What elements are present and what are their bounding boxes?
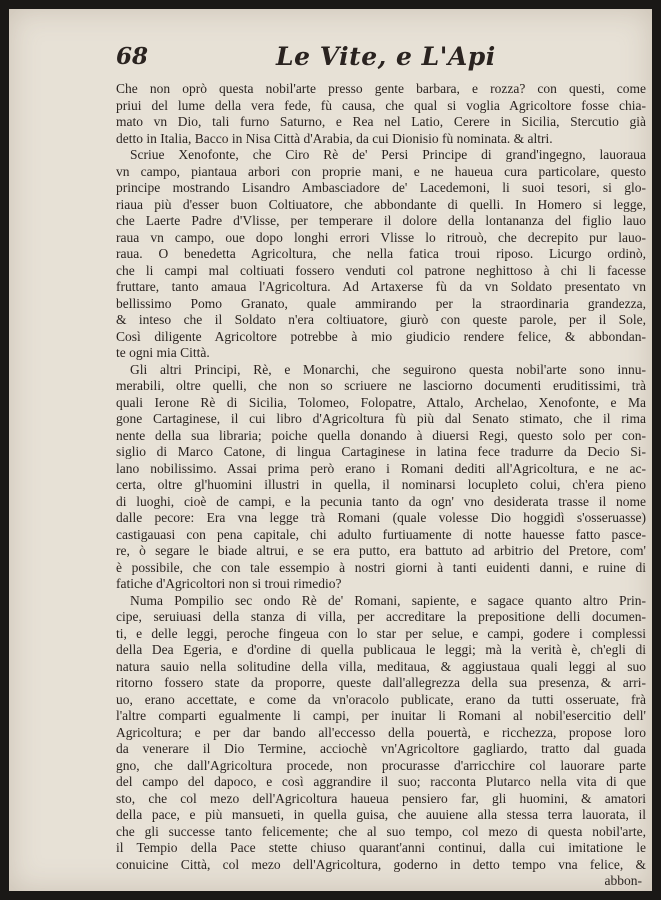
text-line: Gli altri Principi, Rè, e Monarchi, che seguirono questa nobil'arte sono innu- — [130, 361, 646, 377]
text-line: della Dea Egeria, e d'ordine di quella publicaua le leggi; mà la verità è, ch'egli di — [116, 642, 646, 657]
text-line: che Laerte Padre d'Vlisse, per temperare il dolore della lontananza del figlio lauo — [116, 213, 646, 228]
text-line: sto, che col mezo dell'Agricoltura haueua pensiero far, gli huomini, & amatori — [116, 790, 646, 806]
text-line: è possibile, che con tale essempio à nostri giorni à tanti euidenti danni, e ruine di — [116, 559, 646, 575]
text-line: priui del lume della vera fede, fù causa, che qual si voglia Agricoltore fosse chia- — [116, 97, 646, 113]
text-line: quali Ierone Rè di Sicilia, Tolomeo, Folopatre, Attalo, Archelao, Xenofonte, e Ma — [116, 394, 646, 410]
text-line: bellissimo Pomo Granato, quale ammirando per la straordinaria grandezza, — [116, 295, 646, 311]
text-line: fatiche d'Agricoltori non si troui rimedio? — [116, 576, 342, 591]
text-line: & inteso che il Soldato n'era coltiuatore, giurò con queste parole, per il Sole, — [116, 312, 646, 327]
page-header — [116, 43, 646, 81]
text-line: della pace, e più mansueti, in quella guisa, che auuiene alla stessa terra lauorata, il — [116, 807, 646, 822]
text-line: raua. O benedetta Agricoltura, che nella fatica troui riposo. Licurgo ordinò, — [116, 246, 646, 261]
text-line: che gli successe tanto felicemente; che al suo tempo, col mezo di questa nobil'arte, — [116, 823, 646, 839]
text-line: cipe, seruiuasi della stanza di villa, per accreditare la prepositione delli documen- — [116, 609, 646, 624]
page-content — [116, 43, 646, 889]
text-line: che li campi mal coltiuati fossero venduti col patrone neghittoso à chi li facesse — [116, 262, 646, 278]
body-text — [116, 81, 646, 873]
text-line: il Tempio della Pace stette chiuso quarant'anni continui, dalla cui imitatione le — [116, 840, 646, 855]
text-line: merabili, oltre quelli, che non so scriuere ne lasciorno documenti eruditissimi, trà — [116, 378, 646, 393]
text-line: fruttare, tanto amaua l'Agricoltura. Ad Artaxerse fù da vn Soldato presentato vn — [116, 279, 646, 294]
text-line: natura sauio nella solitudine della villa, meditaua, & aggiustaua quali leggi al suo — [116, 658, 646, 674]
text-line: nente della sua libraria; poiche quella donando à diuersi Regi, questo solo per con- — [116, 427, 646, 443]
page-number: 68 — [116, 43, 149, 70]
text-line: riaua più d'esser buon Coltiuatore, che abbondante di quelli. In Homero si legge, — [116, 196, 646, 212]
text-line: ritorno fossero state da proporre, queste dall'allegrezza della sua presenza, & arri- — [116, 675, 646, 690]
text-line: del campo del dapoco, e così aggrandire il suo; racconta Plutarco nella vita di que — [116, 774, 646, 789]
text-line: re, ò segare le biade altrui, e se era putto, era battuto ad arbitrio del Pretore, com' — [116, 543, 646, 558]
text-line: te ogni mia Città. — [116, 345, 210, 360]
catchword: abbon- — [604, 873, 642, 888]
text-line: da venerare il Dio Termine, acciochè vn'Agricoltore gagliardo, tratto dal guada — [116, 741, 646, 756]
text-line: lano nobilissimo. Assai prima però erano i Romani dediti all'Agricoltura, e ne ac- — [116, 460, 646, 476]
text-line: detto in Italia, Bacco in Nisa Città d'Arabia, da cui Dionisio fù nominata. & altri. — [116, 130, 553, 146]
text-line: Che non oprò questa nobil'arte presso gente barbara, e rozza? con questi, come — [116, 81, 646, 96]
text-line: vn campo, piantaua arbori con proprie mani, e ne haueua cura particolare, questo — [116, 163, 646, 179]
text-line: di luoghi, cioè de campi, e la pecunia tanto da ogn' vno desiderata trasse il nome — [116, 493, 646, 509]
text-line: Così diligente Agricoltore potrebbe à mio giudicio rendere felice, & abbondan- — [116, 328, 646, 344]
text-line: castigauasi con pena capitale, chi adulto furtiuamente di notte hauesse fatto pasce- — [116, 526, 646, 542]
text-line: uo, erano accettate, e come da vn'oracolo publicate, erano da tutti osseruate, frà — [116, 691, 646, 707]
text-line: conuicine Città, col mezo dell'Agricoltura, goderno in detto tempo vna felice, & — [116, 856, 646, 872]
text-line: principe mostrando Lisandro Ambasciadore de' Lacedemoni, li suoi tesori, si glo- — [116, 180, 646, 195]
text-line: Numa Pompilio sec ondo Rè de' Romani, sapiente, e sagace quanto altro Prin- — [130, 592, 646, 608]
text-line: dalle pecore: Era vna legge trà Romani (quale volesse Dio hoggidì s'osseruasse) — [116, 510, 646, 525]
text-line: mato vn Dio, tali furno Saturno, e Rea nel Latio, Cerere in Sicilia, Stercutio già — [116, 114, 646, 129]
book-page — [9, 9, 652, 891]
text-line: gone Cartaginese, il cui libro d'Agricoltura fù più dal Senato stimato, che il rima — [116, 411, 646, 426]
text-line: certa, oltre gl'huomini illustri in quella, il nominarsi locupleto colui, ch'era pieno — [116, 477, 646, 492]
text-line: siglio di Marco Catone, di lingua Cartaginese in latina fece tradurre da Decio Si- — [116, 444, 646, 459]
text-line: Agricoltura; e per dar bando all'eccesso della pouertà, e ricchezza, propose loro — [116, 724, 646, 740]
text-line: gno, che dall'Agricoltura procede, non procurasse d'arricchire col lauorare parte — [116, 757, 646, 773]
text-line: l'altre comparti egualmente li campi, per inuitar li Romani al nobil'esercitio dell' — [116, 708, 646, 723]
text-line: raua vn campo, oue dopo longhi errori Vlisse lo ritrouò, che decrepito pur lauo- — [116, 229, 646, 245]
text-line: Scriue Xenofonte, che Ciro Rè de' Persi Principe di grand'ingegno, lauoraua — [130, 147, 646, 162]
text-line: ti, e delle leggi, peroche fingeua con lo star per selue, e campi, godere i complessi — [116, 625, 646, 641]
running-title: Le Vite, e L'Api — [276, 42, 496, 71]
